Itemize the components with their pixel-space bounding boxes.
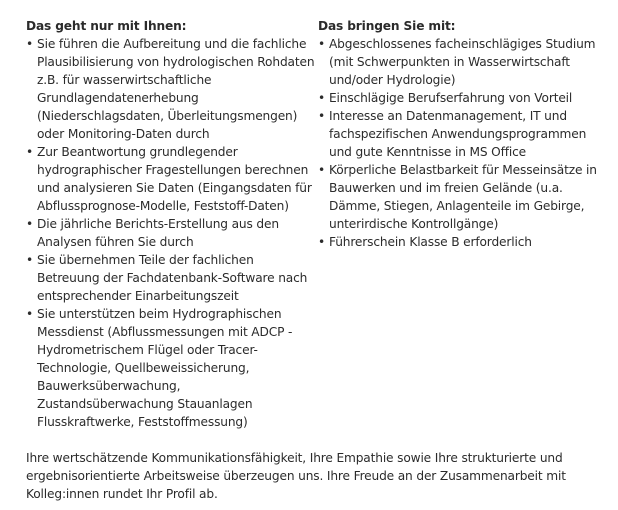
responsibilities-list bbox=[26, 35, 318, 431]
list-item: • Sie übernehmen Teile der fachlichen Betreuung der Fachdatenbank-Software nach entsprechender Einarbeitungszeit bbox=[26, 251, 318, 305]
profile-summary-paragraph: Ihre wertschätzende Kommunikationsfähigkeit, Ihre Empathie sowie Ihre strukturierte und ergebnisorientierte Arbeitsweise überzeugen uns. Ihre Freude an der Zusammenarbeit mit Kolleg:innen rundet Ihr Profil ab. bbox=[26, 451, 566, 501]
responsibilities-heading: Das geht nur mit Ihnen: bbox=[26, 19, 187, 33]
list-item: • Körperliche Belastbarkeit für Messeinsätze in Bauwerken und im freien Gelände (u.a. Dämme, Stiegen, Anlagenteile im Gebirge, unterirdische Kontrollgänge) bbox=[318, 161, 610, 233]
list-item: • Die jährliche Berichts-Erstellung aus den Analysen führen Sie durch bbox=[26, 215, 318, 251]
list-item: • Interesse an Datenmanagement, IT und fachspezifischen Anwendungsprogrammen und gute Kenntnisse in MS Office bbox=[318, 107, 610, 161]
list-item: • Sie unterstützen beim Hydrographischen Messdienst (Abflussmessungen mit ADCP - Hydrometrischem Flügel oder Tracer-Technologie, Quellbeweissicherung, Bauwerksüberwachung, Zustandsüberwachung Stauanlagen Flusskraftwerke, Feststoffmessung) bbox=[26, 305, 318, 431]
requirements-columns bbox=[26, 17, 610, 431]
list-item: • Einschlägige Berufserfahrung von Vorteil bbox=[318, 89, 610, 107]
qualifications-column bbox=[318, 17, 610, 431]
qualifications-list bbox=[318, 35, 610, 251]
qualifications-heading: Das bringen Sie mit: bbox=[318, 19, 456, 33]
list-item: • Sie führen die Aufbereitung und die fachliche Plausibilisierung von hydrologischen Rohdaten z.B. für wasserwirtschaftliche Grundlagendatenerhebung (Niederschlagsdaten, Überleitungsmengen) oder Monitoring-Daten durch bbox=[26, 35, 318, 143]
list-item: • Führerschein Klasse B erforderlich bbox=[318, 233, 610, 251]
list-item: • Abgeschlossenes facheinschlägiges Studium (mit Schwerpunkten in Wasserwirtschaft und/oder Hydrologie) bbox=[318, 35, 610, 89]
responsibilities-column bbox=[26, 17, 318, 431]
list-item: • Zur Beantwortung grundlegender hydrographischer Fragestellungen berechnen und analysieren Sie Daten (Eingangsdaten für Abflussprognose-Modelle, Feststoff-Daten) bbox=[26, 143, 318, 215]
